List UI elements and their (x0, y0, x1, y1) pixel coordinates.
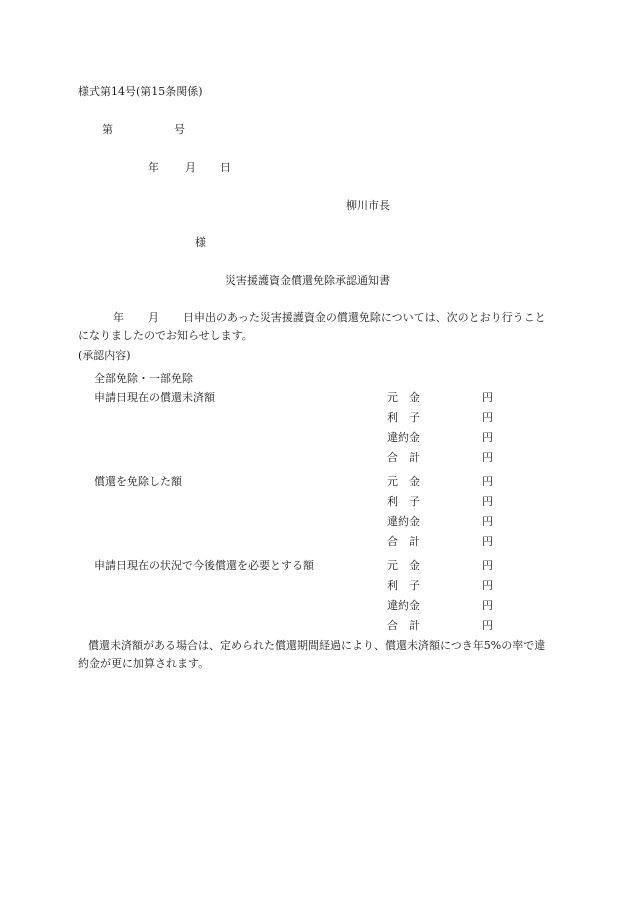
section-label: 申請日現在の状況で今後償還を必要とする額 (94, 559, 314, 572)
section-label: 申請日現在の償還未済額 (94, 391, 215, 404)
amount-label-interest: 利 子 (387, 579, 420, 592)
yen-unit: 円 (482, 535, 493, 548)
issuer-name: 柳川市長 (346, 199, 390, 212)
date-year: 年 (148, 161, 159, 174)
amount-label-total: 合 計 (387, 535, 420, 548)
yen-unit: 円 (482, 431, 493, 444)
yen-unit: 円 (482, 451, 493, 464)
amount-label-principal: 元 金 (387, 475, 420, 488)
yen-unit: 円 (482, 619, 493, 632)
approval-heading: (承認内容) (78, 349, 131, 362)
yen-unit: 円 (482, 599, 493, 612)
amount-label-principal: 元 金 (387, 391, 420, 404)
amount-label-total: 合 計 (387, 451, 420, 464)
yen-unit: 円 (482, 579, 493, 592)
addressee-suffix: 様 (195, 236, 206, 249)
yen-unit: 円 (482, 495, 493, 508)
yen-unit: 円 (482, 515, 493, 528)
yen-unit: 円 (482, 391, 493, 404)
date-day: 日 (220, 161, 231, 174)
doc-number-prefix: 第 (102, 123, 113, 136)
amount-label-penalty: 違約金 (387, 431, 420, 444)
form-number: 様式第14号(第15条関係) (78, 85, 203, 98)
body-year: 年 (113, 311, 124, 324)
date-month: 月 (185, 161, 196, 174)
body-text: 日申出のあった災害援護資金の償還免除については、次のとおり行うことになりましたのでお知らせします。 (78, 311, 546, 342)
amount-label-penalty: 違約金 (387, 515, 420, 528)
yen-unit: 円 (482, 559, 493, 572)
footnote: 償還未済額がある場合は、定められた償還期間経過により、償還未済額につき年5%の率で違約金が更に加算されます。 (78, 639, 546, 670)
yen-unit: 円 (482, 411, 493, 424)
doc-number-suffix: 号 (174, 123, 185, 136)
body-month: 月 (148, 311, 159, 324)
exemption-type: 全部免除・一部免除 (94, 372, 193, 385)
amount-label-principal: 元 金 (387, 559, 420, 572)
amount-label-interest: 利 子 (387, 411, 420, 424)
document-title: 災害援護資金償還免除承認通知書 (225, 274, 390, 287)
amount-label-penalty: 違約金 (387, 599, 420, 612)
section-label: 償還を免除した額 (94, 475, 182, 488)
amount-label-total: 合 計 (387, 619, 420, 632)
amount-label-interest: 利 子 (387, 495, 420, 508)
yen-unit: 円 (482, 475, 493, 488)
